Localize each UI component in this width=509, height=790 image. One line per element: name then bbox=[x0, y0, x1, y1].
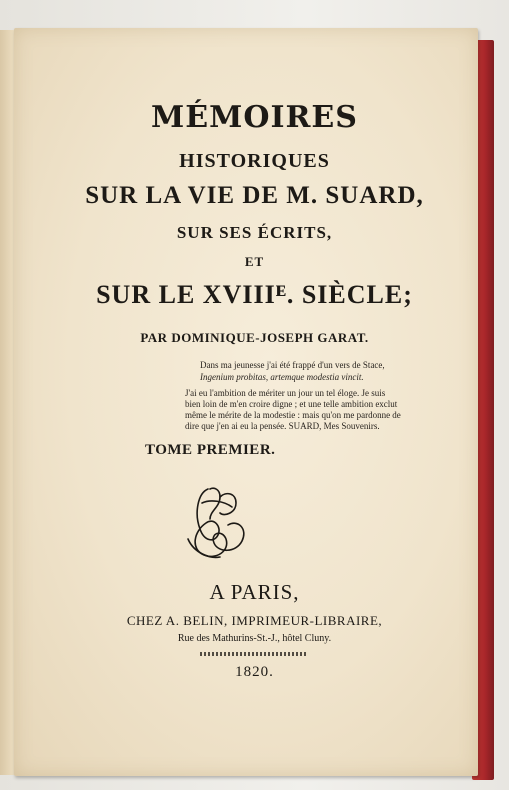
imprint-year: 1820. bbox=[235, 664, 274, 680]
subtitle-line-3: SUR SES ÉCRITS, bbox=[176, 223, 333, 242]
ab-monogram-icon bbox=[180, 483, 250, 563]
subtitle-line-4: SUR LE XVIIIᴱ. SIÈCLE; bbox=[96, 280, 413, 309]
author-line: PAR DOMINIQUE-JOSEPH GARAT. bbox=[140, 330, 369, 345]
epigraph-line-1: Dans ma jeunesse j'ai été frappé d'un vers de Stace, bbox=[200, 360, 385, 370]
subtitle-line-2: SUR LA VIE DE M. SUARD, bbox=[85, 182, 424, 209]
subtitle-conjunction: ET bbox=[244, 254, 265, 269]
epigraph-paragraph-line: J'ai eu l'ambition de mériter un jour un tel éloge. Je suis bbox=[185, 388, 386, 398]
imprint-publisher: CHEZ A. BELIN, IMPRIMEUR-LIBRAIRE, bbox=[126, 613, 383, 628]
subtitle-line-1: HISTORIQUES bbox=[179, 150, 330, 172]
imprint-place: A PARIS, bbox=[209, 580, 300, 604]
epigraph-latin-quote: Ingenium probitas, artemque modestia vincit. bbox=[200, 372, 364, 382]
imprint-address: Rue des Mathurins-St.-J., hôtel Cluny. bbox=[177, 633, 332, 644]
epigraph-paragraph-line: dire que j'en ai eu la pensée. SUARD, Mes Souvenirs. bbox=[185, 421, 380, 431]
epigraph-paragraph-line: bien loin de m'en croire digne ; et une telle ambition exclut bbox=[185, 399, 398, 409]
book-title: MÉMOIRES bbox=[151, 100, 358, 135]
ornamental-rule bbox=[200, 652, 308, 656]
volume-label: TOME PREMIER. bbox=[145, 442, 276, 458]
epigraph-paragraph-line: même le mérite de la modestie : mais qu'on me pardonne de bbox=[185, 410, 401, 420]
